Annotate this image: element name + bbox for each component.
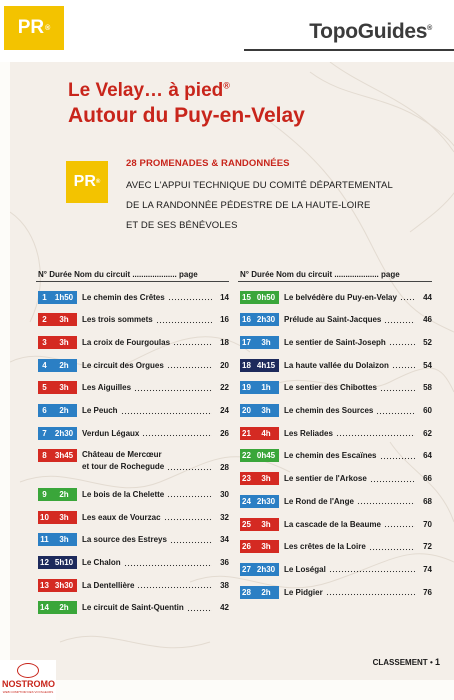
- route-duration: 2h30: [54, 428, 74, 438]
- route-name: [82, 558, 121, 567]
- route-name-line: Les trois sommets: [82, 315, 153, 325]
- route-badge: [38, 336, 77, 349]
- dot-leader: [380, 452, 416, 460]
- route-row: [38, 358, 229, 372]
- dot-leader: [187, 604, 212, 612]
- route-page: 64: [423, 451, 432, 461]
- dot-leader: [168, 293, 212, 301]
- dot-leader: [164, 513, 212, 521]
- route-name-line: Les Aiguilles: [82, 383, 132, 393]
- table-rule-left: [36, 281, 229, 282]
- route-badge: [240, 291, 279, 304]
- walks-count: 28 PROMENADES & RANDONNÉES: [126, 158, 290, 169]
- book-series-title: [68, 80, 230, 102]
- route-badge: [38, 533, 77, 546]
- route-name-line: Le sentier de l'Arkose: [284, 474, 367, 484]
- route-duration: 3h: [59, 337, 69, 347]
- route-duration: 3h: [261, 406, 271, 415]
- route-name: [82, 513, 161, 522]
- route-row: [240, 540, 432, 554]
- route-page: 38: [220, 580, 229, 590]
- route-name-line: Le Peuch: [82, 406, 118, 415]
- route-row: [240, 449, 432, 463]
- route-badge: [38, 427, 77, 440]
- route-badge: [240, 518, 279, 531]
- route-name: [82, 429, 139, 438]
- route-duration: 2h: [261, 587, 271, 597]
- route-name: [82, 449, 164, 473]
- route-badge: [38, 511, 77, 524]
- route-row: [38, 510, 229, 524]
- route-number: 15: [242, 292, 251, 302]
- route-page: 66: [423, 474, 432, 484]
- route-name: [284, 474, 367, 483]
- dot-leader: [384, 316, 415, 324]
- route-duration: 5h10: [54, 558, 74, 568]
- route-page: 60: [423, 406, 432, 415]
- route-row: [38, 313, 229, 327]
- route-name: [284, 338, 386, 347]
- watermark-tagline: WEB COMPTOIR DES VOYAGEURS: [2, 690, 54, 694]
- route-name: [284, 497, 354, 506]
- route-badge: [240, 449, 279, 462]
- table-rule-right: [238, 281, 432, 282]
- route-row: [38, 381, 229, 395]
- subtitle-line-2: AVEC L'APPUI TECHNIQUE DU COMITÉ DÉPARTEMENTAL: [126, 180, 393, 191]
- route-page: 42: [220, 603, 229, 613]
- route-row: [240, 494, 432, 508]
- route-badge: [240, 472, 279, 485]
- table-header-left: N° Durée Nom du circuit .................... page: [38, 270, 198, 279]
- route-number: 5: [42, 383, 47, 393]
- route-name-line: Le Pidgier: [284, 587, 323, 597]
- brand-reg: ®: [427, 25, 432, 32]
- route-badge: [240, 404, 279, 417]
- route-name: [284, 542, 366, 551]
- route-badge: [240, 336, 279, 349]
- route-name: [284, 451, 377, 460]
- route-number: 22: [242, 451, 251, 461]
- route-badge: [38, 579, 77, 592]
- route-duration: 3h: [261, 542, 271, 552]
- route-page: 30: [220, 489, 229, 499]
- book-title: Autour du Puy-en-Velay: [68, 104, 305, 127]
- route-row: [240, 404, 432, 418]
- route-name-line-2: et tour de Rochegude: [82, 461, 165, 471]
- route-number: 20: [242, 406, 251, 415]
- route-badge: [240, 563, 279, 576]
- route-row: [240, 335, 432, 349]
- route-number: 27: [242, 564, 251, 574]
- pr-badge-reg: ®: [95, 179, 101, 185]
- route-name-line: Le Chalon: [82, 558, 121, 568]
- series-title-text: Le Velay… à pied: [68, 80, 224, 101]
- dot-leader: [170, 536, 212, 544]
- route-duration: 2h: [59, 360, 69, 370]
- route-page: 68: [423, 496, 432, 506]
- route-number: 2: [42, 315, 47, 325]
- dot-leader: [384, 520, 415, 528]
- route-badge: [240, 359, 279, 372]
- route-number: 24: [242, 496, 251, 506]
- watermark-name: NOSTROMO: [2, 679, 55, 689]
- route-page: 36: [220, 558, 229, 568]
- globe-icon: [17, 663, 39, 678]
- dot-leader: [389, 338, 415, 346]
- route-duration: 3h45: [54, 450, 74, 460]
- dot-leader: [326, 588, 415, 596]
- topoguides-logo: [309, 20, 432, 44]
- route-page: 20: [220, 360, 229, 370]
- route-name-line: Le chemin des Crêtes: [82, 292, 165, 302]
- dot-leader: [173, 338, 212, 346]
- route-duration: 3h: [59, 535, 69, 545]
- route-row: [240, 358, 432, 372]
- route-name: [284, 429, 333, 438]
- route-duration: 2h30: [256, 564, 276, 574]
- route-number: 12: [40, 558, 49, 568]
- route-page: 18: [220, 337, 229, 347]
- route-name-line: Le Rond de l'Ange: [284, 496, 354, 506]
- route-name-line: Les crêtes de la Loire: [284, 542, 366, 552]
- route-row: [38, 601, 229, 615]
- route-name-line: Le circuit de Saint-Quentin: [82, 603, 184, 613]
- route-name: [82, 406, 118, 415]
- route-badge: [240, 540, 279, 553]
- route-name-line: Verdun Légaux: [82, 428, 140, 438]
- route-number: 10: [40, 512, 49, 522]
- route-page: 16: [220, 315, 229, 325]
- route-name: [82, 361, 164, 370]
- route-number: 18: [242, 360, 251, 370]
- dot-leader: [124, 559, 212, 567]
- route-name-line: Les eaux de Vourzac: [82, 512, 161, 522]
- dot-leader: [142, 429, 212, 437]
- route-duration: 2h: [59, 489, 69, 499]
- route-number: 19: [242, 383, 251, 393]
- route-row: [38, 578, 229, 592]
- route-row: [240, 472, 432, 486]
- route-name-line: La haute vallée du Dolaizon: [284, 360, 389, 370]
- route-badge: [240, 313, 279, 326]
- route-name-line: La cascade de la Beaume: [284, 519, 381, 529]
- route-number: 11: [40, 535, 49, 545]
- route-page: 34: [220, 535, 229, 545]
- dot-leader: [369, 543, 415, 551]
- route-badge: [38, 381, 77, 394]
- route-page: 74: [423, 564, 432, 574]
- route-badge: [240, 495, 279, 508]
- route-row: [240, 290, 432, 304]
- route-name: [82, 293, 165, 302]
- route-number: 8: [42, 450, 47, 460]
- route-number: 21: [242, 428, 251, 438]
- route-name: [284, 565, 326, 574]
- route-name-line: Le circuit des Orgues: [82, 360, 164, 370]
- table-header-right: N° Durée Nom du circuit .................... page: [240, 270, 400, 279]
- route-name-line: Les Reliades: [284, 428, 333, 438]
- dot-leader: [336, 429, 415, 437]
- dot-leader: [329, 565, 415, 573]
- route-row: [240, 517, 432, 531]
- route-page: 52: [423, 337, 432, 347]
- route-badge: [240, 586, 279, 599]
- route-duration: 4h15: [256, 360, 276, 370]
- dot-leader: [137, 581, 212, 589]
- route-row: [38, 426, 229, 440]
- dot-leader: [167, 463, 212, 471]
- route-page: 46: [423, 315, 432, 325]
- header-rule: [244, 49, 454, 51]
- route-row: [240, 562, 432, 576]
- dot-leader: [400, 293, 415, 301]
- route-page: 32: [220, 512, 229, 522]
- route-page: 28: [220, 462, 229, 472]
- route-duration: 4h: [261, 428, 271, 438]
- route-duration: 2h: [59, 406, 69, 415]
- route-name: [82, 603, 184, 612]
- dot-leader: [121, 407, 212, 415]
- route-row: [38, 487, 229, 501]
- route-number: 16: [242, 315, 251, 325]
- route-row: [38, 404, 229, 418]
- route-name-line: Le sentier des Chibottes: [284, 383, 377, 393]
- route-number: 28: [242, 587, 251, 597]
- route-page: 24: [220, 406, 229, 415]
- route-page: 44: [423, 292, 432, 302]
- route-number: 25: [242, 519, 251, 529]
- route-badge: [38, 556, 77, 569]
- route-page: 70: [423, 519, 432, 529]
- dot-leader: [392, 361, 415, 369]
- pr-logo-reg: ®: [45, 24, 51, 32]
- dot-leader: [156, 316, 212, 324]
- route-page: 72: [423, 542, 432, 552]
- route-number: 1: [42, 292, 47, 302]
- route-page: 76: [423, 587, 432, 597]
- route-duration: 0h50: [256, 292, 276, 302]
- route-name-line: La source des Estreys: [82, 535, 167, 545]
- subtitle-line-3: DE LA RANDONNÉE PÉDESTRE DE LA HAUTE-LOIRE: [126, 200, 371, 211]
- route-name: [82, 535, 167, 544]
- route-duration: 3h: [261, 337, 271, 347]
- route-name: [284, 588, 323, 597]
- route-duration: 2h30: [256, 315, 276, 325]
- route-page: 14: [220, 292, 229, 302]
- pr-logo: [4, 6, 64, 50]
- route-badge: [38, 313, 77, 326]
- route-page: 62: [423, 428, 432, 438]
- route-number: 14: [40, 603, 49, 613]
- route-row: [38, 335, 229, 349]
- header-band: [0, 0, 454, 62]
- route-name: [82, 383, 131, 392]
- route-name-line: Le Loségal: [284, 564, 326, 574]
- pr-badge: [66, 161, 108, 203]
- route-badge: [38, 359, 77, 372]
- route-badge: [240, 381, 279, 394]
- route-duration: 3h: [59, 315, 69, 325]
- route-row: [38, 556, 229, 570]
- route-name-line: Le chemin des Escaïnes: [284, 451, 377, 461]
- route-duration: 0h45: [256, 451, 276, 461]
- route-name-line: Château de Mercœur: [82, 449, 162, 459]
- route-name: [284, 315, 381, 324]
- route-page: 26: [220, 428, 229, 438]
- brand-text: TopoGuides: [309, 20, 428, 43]
- dot-leader: [167, 361, 212, 369]
- route-row: [240, 426, 432, 440]
- route-row: [38, 290, 229, 304]
- route-name-line: Le bois de la Chelette: [82, 489, 165, 499]
- route-name: [82, 315, 153, 324]
- route-name-line: Le chemin des Sources: [284, 406, 374, 415]
- route-name-line: Le belvédère du Puy-en-Velay: [284, 292, 397, 302]
- route-duration: 3h: [261, 474, 271, 484]
- route-name: [82, 490, 164, 499]
- route-badge: [38, 449, 77, 462]
- route-duration: 3h30: [54, 580, 74, 590]
- page-number: 1: [434, 657, 440, 667]
- route-number: 4: [42, 360, 47, 370]
- footer-bullet: •: [429, 658, 433, 667]
- route-number: 9: [42, 489, 47, 499]
- route-badge: [240, 427, 279, 440]
- route-number: 3: [42, 337, 47, 347]
- route-row: [38, 449, 229, 477]
- dot-leader: [380, 384, 415, 392]
- route-number: 17: [242, 337, 251, 347]
- route-name-line: La croix de Fourgoulas: [82, 337, 171, 347]
- route-number: 6: [42, 406, 47, 415]
- subtitle-line-4: ET DE SES BÉNÉVOLES: [126, 220, 238, 231]
- route-row: [38, 533, 229, 547]
- route-row: [240, 313, 432, 327]
- route-page: 22: [220, 383, 229, 393]
- route-duration: 2h: [59, 603, 69, 613]
- route-badge: [38, 291, 77, 304]
- route-duration: 2h30: [256, 496, 276, 506]
- route-number: 13: [40, 580, 49, 590]
- route-name-line: Le sentier de Saint-Joseph: [284, 337, 386, 347]
- route-row: [240, 381, 432, 395]
- route-duration: 3h: [59, 383, 69, 393]
- route-badge: [38, 601, 77, 614]
- dot-leader: [134, 384, 212, 392]
- route-name: [284, 293, 397, 302]
- route-name: [284, 361, 389, 370]
- route-page: 54: [423, 360, 432, 370]
- route-duration: 3h: [59, 512, 69, 522]
- route-duration: 1h50: [54, 292, 74, 302]
- route-number: 23: [242, 474, 251, 484]
- route-row: [240, 585, 432, 599]
- dot-leader: [357, 497, 415, 505]
- route-number: 26: [242, 542, 251, 552]
- route-name: [82, 338, 170, 347]
- route-duration: 3h: [261, 519, 271, 529]
- route-number: 7: [42, 428, 47, 438]
- pr-logo-text: PR: [17, 17, 45, 38]
- route-name-line: Prélude au Saint-Jacques: [284, 315, 382, 325]
- route-page: 58: [423, 383, 432, 393]
- route-name: [82, 581, 134, 590]
- series-title-reg: ®: [223, 80, 230, 91]
- route-name: [284, 383, 377, 392]
- route-badge: [38, 488, 77, 501]
- dot-leader: [376, 407, 415, 415]
- route-name: [284, 406, 373, 415]
- footer-label: CLASSEMENT: [372, 658, 428, 667]
- footer: [373, 657, 440, 667]
- dot-leader: [370, 475, 415, 483]
- pr-badge-text: PR: [73, 173, 96, 190]
- dot-leader: [167, 490, 212, 498]
- nostromo-watermark: [0, 660, 56, 700]
- route-name: [284, 520, 381, 529]
- route-name-line: La Dentellière: [82, 580, 135, 590]
- route-badge: [38, 404, 77, 417]
- route-duration: 1h: [261, 383, 271, 393]
